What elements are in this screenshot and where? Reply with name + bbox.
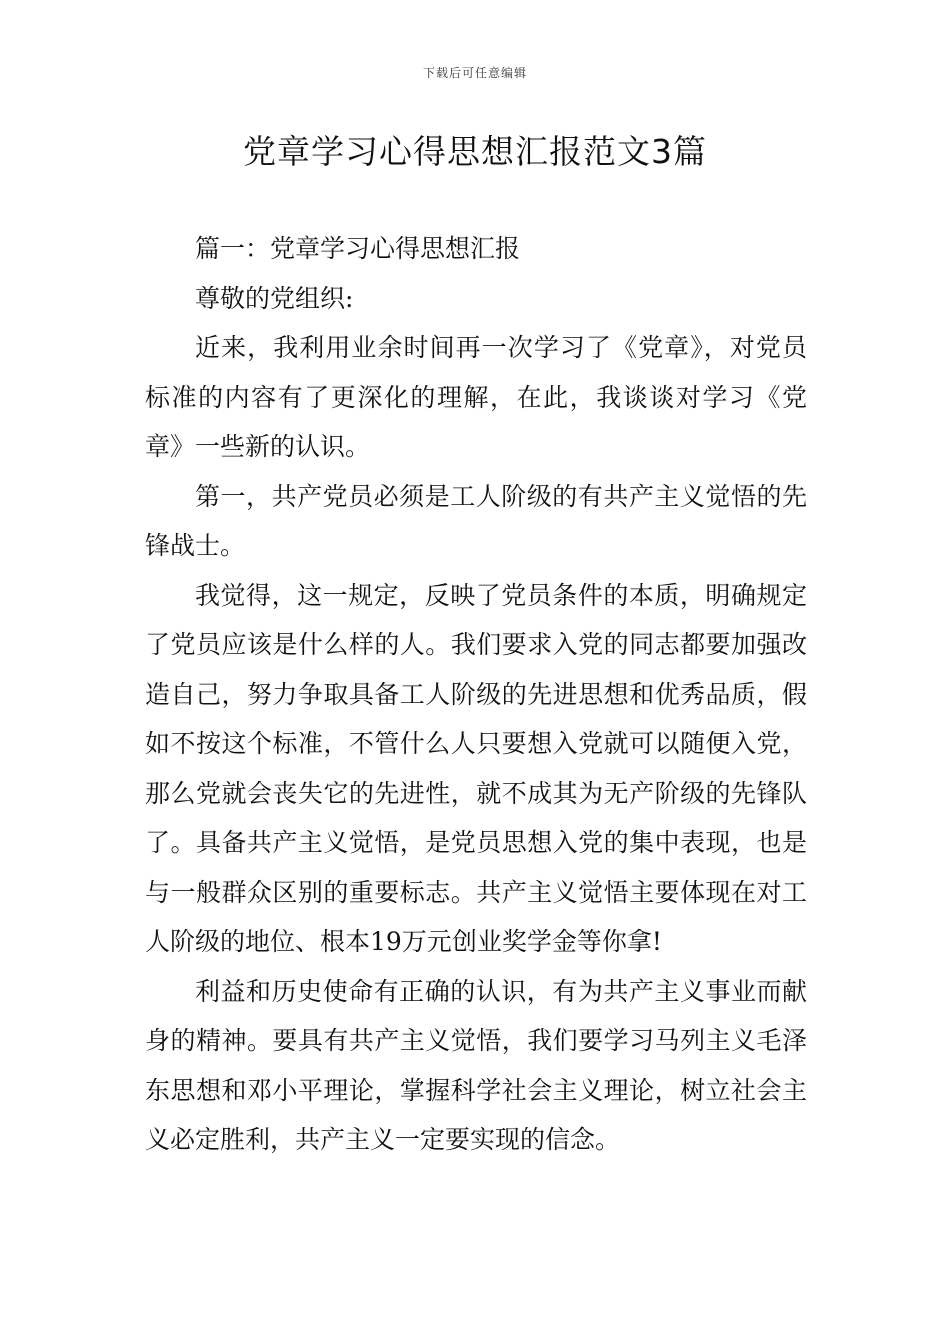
paragraph-body: 我觉得，这一规定，反映了党员条件的本质，明确规定了党员应该是什么样的人。我们要求入党的同志都要加强改造自己，努力争取具备工人阶级的先进思想和优秀品质，假如不按这个标准，不管什么人只要想入党就可以随便入党，那么党就会丧失它的先进性，就不成其为无产阶级的先锋队了。具备共产主义觉悟，是党员思想入党的集中表现，也是与一般群众区别的重要标志。共产主义觉悟主要体现在对工人阶级的地位、根本19万元创业奖学金等你拿! — [145, 580, 807, 956]
paragraph-body: 第一，共产党员必须是工人阶级的有共产主义觉悟的先锋战士。 — [145, 481, 807, 560]
paragraph-salutation: 尊敬的党组织: — [195, 283, 354, 313]
paragraph-body: 利益和历史使命有正确的认识，有为共产主义事业而献身的精神。要具有共产主义觉悟，我们要学习马列主义毛泽东思想和邓小平理论，掌握科学社会主义理论，树立社会主义必定胜利，共产主义一定要实现的信念。 — [145, 976, 807, 1154]
page-header-note: 下载后可任意编辑 — [422, 66, 527, 80]
document-title: 党章学习心得思想汇报范文3篇 — [243, 132, 707, 171]
paragraph-section-heading: 篇一：党章学习心得思想汇报 — [195, 234, 521, 263]
paragraph-body: 近来，我利用业余时间再一次学习了《党章》，对党员标准的内容有了更深化的理解，在此，我谈谈对学习《党章》一些新的认识。 — [145, 333, 807, 461]
document-body — [145, 224, 807, 1165]
